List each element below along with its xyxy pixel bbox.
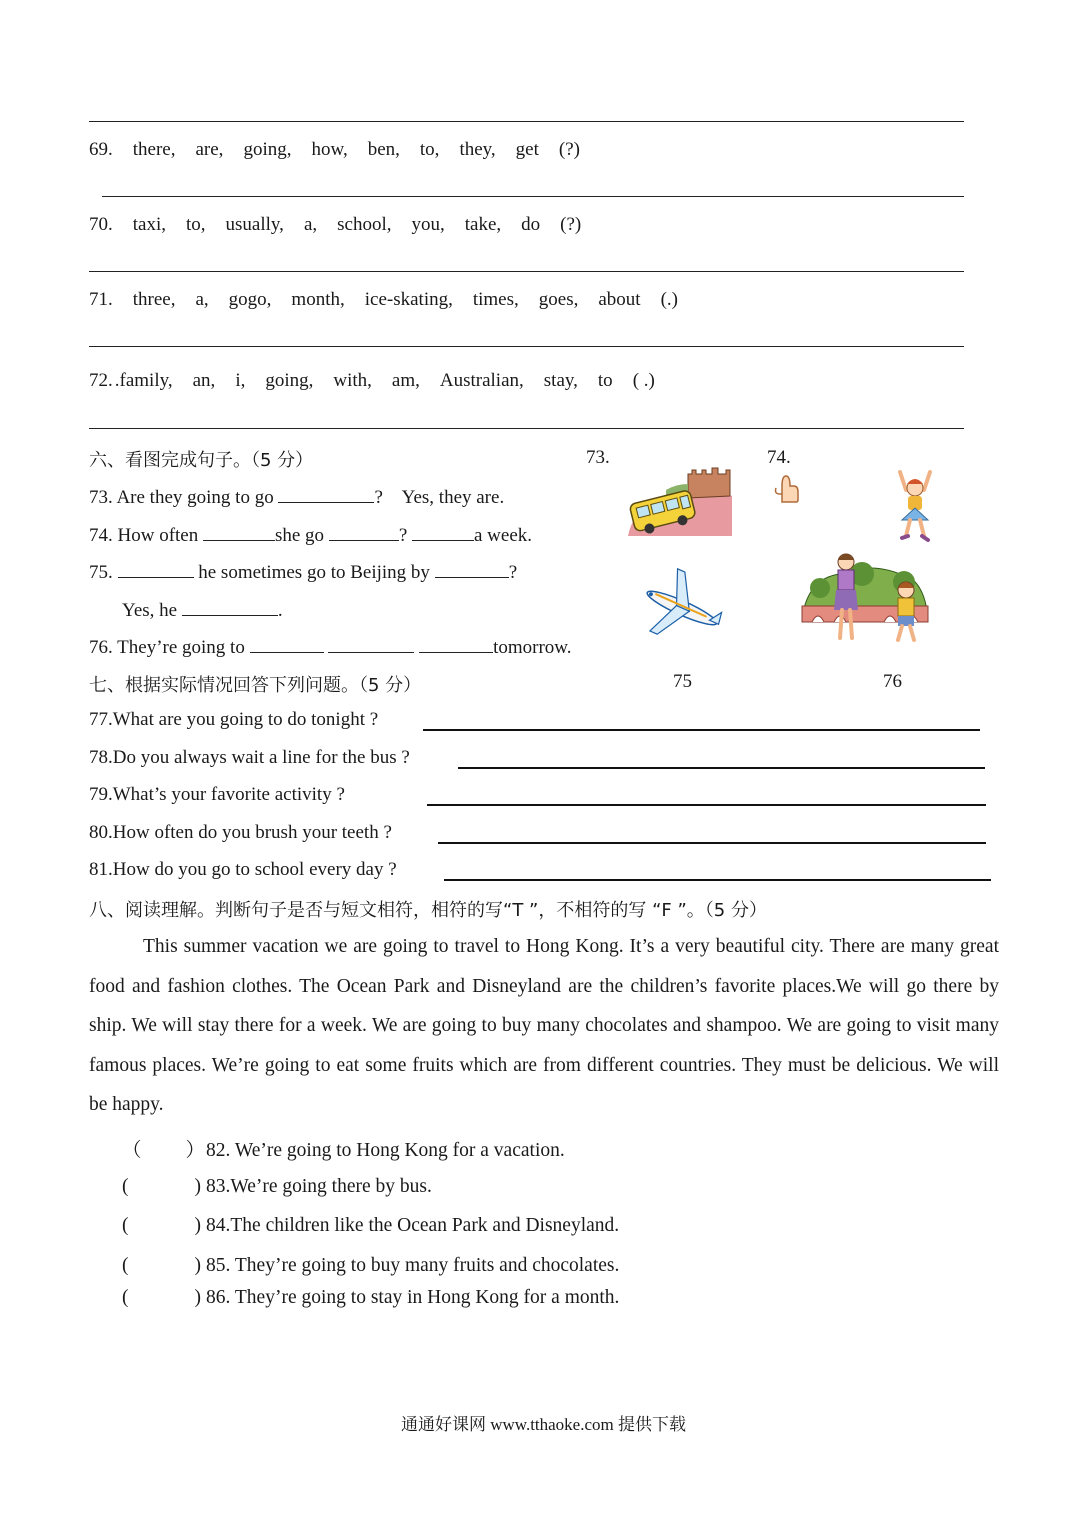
answer-line-69[interactable] xyxy=(102,196,964,197)
blank-73[interactable] xyxy=(278,484,374,503)
answer-line-80[interactable] xyxy=(438,842,986,844)
blank-74b[interactable] xyxy=(329,522,399,541)
statement-84: ( ) 84.The children like the Ocean Park and Disneyland. xyxy=(122,1215,620,1236)
reading-passage: This summer vacation we are going to travel to Hong Kong. It’s a very beautiful city. There are many great food and fashion clothes. The Ocean Park and Disneyland are the children’s favorite places.We will go there by ship. We will stay there for a week. We are going to buy many chocolates and shampoo. We are going to visit many famous places. We’re going to eat some fruits which are from different countries. They must be delicious. We will be happy. xyxy=(89,936,999,1115)
reorder-item-69: 69. there, are, going, how, ben, to, they, get (?) xyxy=(89,139,580,160)
reorder-item-70: 70. taxi, to, usually, a, school, you, take, do (?) xyxy=(89,214,582,235)
blank-76a[interactable] xyxy=(250,634,324,653)
page-footer: 通通好课网 www.tthaoke.com 提供下载 xyxy=(400,1415,687,1434)
statement-85: ( ) 85. They’re going to buy many fruits and chocolates. xyxy=(122,1255,620,1276)
reorder-item-71: 71. three, a, gogo, month, ice-skating, times, goes, about (.) xyxy=(89,289,678,310)
bus-great-wall-illustration xyxy=(626,466,734,538)
blank-74c[interactable] xyxy=(412,522,474,541)
question-80: 80.How often do you brush your teeth ? xyxy=(89,822,392,843)
blank-75b[interactable] xyxy=(435,559,509,578)
question-74: 74. How often she go ? a week. xyxy=(89,522,532,547)
picture-label-74: 74. xyxy=(767,447,791,468)
item-number: 69. xyxy=(89,139,113,160)
answer-line-70[interactable] xyxy=(89,271,964,272)
picture-label-73: 73. xyxy=(586,447,610,468)
section-8-heading: 八、阅读理解。判断句子是否与短文相符，相符的写“T ”，不相符的写 “F ”。（5 分） xyxy=(89,900,767,921)
answer-line-78[interactable] xyxy=(458,767,985,769)
girls-at-park-illustration xyxy=(800,548,930,644)
statement-82: （ ）82. We’re going to Hong Kong for a vacation. xyxy=(122,1140,565,1161)
pointing-finger-icon xyxy=(770,472,802,504)
question-73: 73. Are they going to go ? Yes, they are. xyxy=(89,484,504,509)
answer-line-71[interactable] xyxy=(89,346,964,347)
airplane-illustration xyxy=(640,568,724,648)
question-78: 78.Do you always wait a line for the bus ? xyxy=(89,747,410,768)
statement-86: ( ) 86. They’re going to stay in Hong Kong for a month. xyxy=(122,1287,620,1308)
answer-box-86[interactable] xyxy=(129,1285,195,1303)
question-76: 76. They’re going to tomorrow. xyxy=(89,634,572,659)
section-7-heading: 七、根据实际情况回答下列问题。（5 分） xyxy=(89,675,422,696)
question-81: 81.How do you go to school every day ? xyxy=(89,859,397,880)
blank-75a[interactable] xyxy=(118,559,194,578)
reorder-item-72: 72. .family, an, i, going, with, am, Australian, stay, to ( .) xyxy=(89,370,655,391)
question-75: 75. he sometimes go to Beijing by ? xyxy=(89,559,517,584)
answer-box-85[interactable] xyxy=(129,1253,195,1271)
statement-83: ( ) 83.We’re going there by bus. xyxy=(122,1176,432,1197)
blank-74a[interactable] xyxy=(203,522,275,541)
dancing-girl-illustration xyxy=(890,470,940,546)
section-6-heading: 六、看图完成句子。（5 分） xyxy=(89,450,314,471)
answer-line-72[interactable] xyxy=(89,428,964,429)
answer-box-83[interactable] xyxy=(129,1174,195,1192)
blank-76b[interactable] xyxy=(328,634,414,653)
picture-label-75: 75 xyxy=(673,671,692,692)
picture-label-76: 76 xyxy=(883,671,902,692)
answer-line-81[interactable] xyxy=(444,879,991,881)
answer-line-68 xyxy=(89,121,964,122)
question-75-answer: Yes, he . xyxy=(122,597,283,622)
answer-line-79[interactable] xyxy=(427,804,986,806)
blank-75c[interactable] xyxy=(182,597,278,616)
question-77: 77.What are you going to do tonight ? xyxy=(89,709,379,730)
blank-76c[interactable] xyxy=(419,634,493,653)
answer-box-84[interactable] xyxy=(129,1213,195,1231)
answer-box-82[interactable] xyxy=(142,1138,186,1156)
answer-line-77[interactable] xyxy=(423,729,980,731)
question-79: 79.What’s your favorite activity ? xyxy=(89,784,345,805)
